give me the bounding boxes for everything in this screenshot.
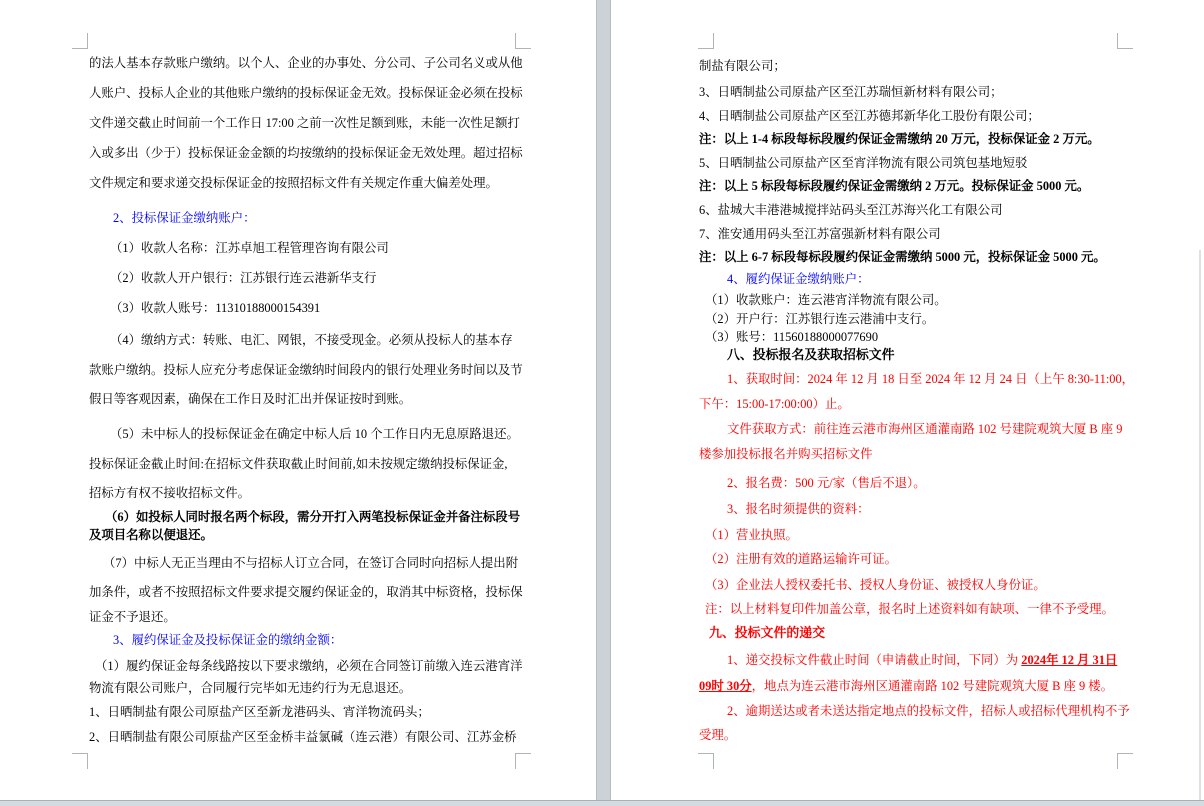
text-line: （3）账号：11560188000077690 bbox=[705, 330, 879, 344]
text-line: （7）中标人无正当理由不与招标人订立合同，在签订合同时向招标人提出附 bbox=[103, 556, 519, 570]
text-run: 2024年 12 月 31日 bbox=[1021, 653, 1118, 667]
text-line: 文件获取方式：前往连云港市海州区通灌南路 102 号建院观筑大厦 B 座 9 bbox=[727, 422, 1123, 436]
text-line: （2）收款人开户银行：江苏银行连云港新华支行 bbox=[110, 271, 377, 285]
text-run: 09时 30分 bbox=[699, 679, 752, 693]
right-page-edge bbox=[1199, 250, 1201, 800]
text-line: 款账户缴纳。投标人应充分考虑保证金缴纳时间段内的银行处理业务时间以及节 bbox=[89, 363, 523, 377]
text-line: （3）企业法人授权委托书、授权人身份证、被授权人身份证。 bbox=[705, 578, 1046, 592]
text-run: 1、递交投标文件截止时间（申请截止时间，下同）为 bbox=[727, 653, 1022, 667]
text-line: 下午：15:00-17:00:00）止。 bbox=[699, 397, 850, 411]
text-line: 6、盐城大丰港港城搅拌站码头至江苏海兴化工有限公司 bbox=[699, 203, 1003, 217]
text-line: 受理。 bbox=[699, 728, 737, 742]
text-line: 2、日晒制盐有限公司原盐产区至金桥丰益氯碱（连云港）有限公司、江苏金桥 bbox=[89, 730, 517, 744]
text-line: 文件递交截止时间前一个工作日 17:00 之前一次性足额到账，未能一次性足额打 bbox=[89, 116, 520, 130]
text-line: 物流有限公司账户，合同履行完毕如无违约行为无息退还。 bbox=[89, 681, 412, 695]
text-line: （5）未中标人的投标保证金在确定中标人后 10 个工作日内无息原路退还。 bbox=[110, 427, 519, 441]
text-line: 入或多出（少于）投标保证金金额的均按缴纳的投标保证金无效处理。超过招标 bbox=[89, 146, 523, 160]
text-line: 八、投标报名及获取招标文件 bbox=[727, 348, 895, 362]
text-line bbox=[727, 652, 1117, 668]
text-line: 注：以上材料复印件加盖公章，报名时上述资料如有缺项、一律不予受理。 bbox=[705, 602, 1114, 616]
text-line: （1）营业执照。 bbox=[705, 528, 798, 542]
text-line: 的法人基本存款账户缴纳。以个人、企业的办事处、分公司、子公司名义或从他 bbox=[89, 56, 523, 70]
text-line: 招标方有权不接收招标文件。 bbox=[89, 486, 251, 500]
text-line: 九、投标文件的递交 bbox=[709, 626, 826, 640]
text-line: 注：以上 5 标段每标段履约保证金需缴纳 2 万元。投标保证金 5000 元。 bbox=[699, 179, 1090, 193]
text-line: 3、履约保证金及投标保证金的缴纳金额： bbox=[113, 633, 343, 647]
page-bottom-gutter bbox=[0, 800, 1204, 806]
text-line: 2、逾期送达或者未送达指定地点的投标文件，招标人或招标代理机构不予 bbox=[727, 704, 1130, 718]
page-left[interactable] bbox=[0, 0, 597, 800]
text-line: （2）注册有效的道路运输许可证。 bbox=[705, 552, 898, 566]
text-line: （2）开户行：江苏银行连云港浦中支行。 bbox=[705, 312, 935, 326]
text-line: （1）收款人名称：江苏卓旭工程管理咨询有限公司 bbox=[110, 241, 389, 255]
page-right[interactable] bbox=[610, 0, 1204, 800]
crop-mark-bottom-left bbox=[72, 753, 88, 769]
text-line: 证金不予退还。 bbox=[89, 610, 176, 624]
text-line: 1、获取时间：2024 年 12 月 18 日至 2024 年 12 月 24 日（上午 8:30-11:00， bbox=[727, 372, 1135, 386]
text-line: 4、日晒制盐公司原盐产区至江苏德邦新华化工股份有限公司； bbox=[699, 109, 1040, 123]
text-line: 文件规定和要求递交投标保证金的按照招标文件有关规定作重大偏差处理。 bbox=[89, 176, 498, 190]
text-line: 楼参加投标报名并购买招标文件 bbox=[699, 447, 873, 461]
text-line: 及项目名称以便退还。 bbox=[89, 528, 213, 542]
text-line: 7、淮安通用码头至江苏富强新材料有限公司 bbox=[699, 227, 941, 241]
text-line: 5、日晒制盐公司原盐产区至宵洋物流有限公司筑包基地短驳 bbox=[699, 156, 1028, 170]
text-line: 4、履约保证金缴纳账户： bbox=[727, 272, 870, 286]
text-line: （6）如投标人同时报名两个标段，需分开打入两笔投标保证金并备注标段号 bbox=[105, 510, 521, 524]
text-run: ，地点为连云港市海州区通灌南路 102 号建院观筑大厦 B 座 9 楼。 bbox=[751, 679, 1114, 693]
text-line: 1、日晒制盐有限公司原盐产区至新龙港码头、宵洋物流码头； bbox=[89, 705, 430, 719]
crop-mark-top-left bbox=[72, 33, 88, 49]
text-line bbox=[699, 678, 1113, 694]
text-line: （4）缴纳方式：转账、电汇、网银，不接受现金。必须从投标人的基本存 bbox=[110, 333, 513, 347]
text-line: 假日等客观因素，确保在工作日及时汇出并保证按时到账。 bbox=[89, 392, 412, 406]
text-layer-left bbox=[89, 0, 529, 800]
text-layer-right bbox=[699, 0, 1135, 800]
text-line: 3、报名时须提供的资料： bbox=[727, 502, 870, 516]
text-line: 2、报名费：500 元/家（售后不退）。 bbox=[727, 476, 926, 490]
text-line: 制盐有限公司； bbox=[699, 59, 786, 73]
text-line: 注：以上 6-7 标段每标段履约保证金需缴纳 5000 元，投标保证金 5000 元。 bbox=[699, 250, 1106, 264]
text-line: 注：以上 1-4 标段每标段履约保证金需缴纳 20 万元，投标保证金 2 万元。 bbox=[699, 132, 1100, 146]
text-line: 投标保证金截止时间:在招标文件获取截止时间前,如未按规定缴纳投标保证金, bbox=[89, 457, 508, 471]
text-line: 3、日晒制盐公司原盐产区至江苏瑞恒新材料有限公司； bbox=[699, 85, 1003, 99]
page-gap bbox=[597, 0, 610, 800]
text-line: 加条件，或者不按照招标文件要求提交履约保证金的，取消其中标资格，投标保 bbox=[89, 585, 523, 599]
text-line: （1）收款账户：连云港宵洋物流有限公司。 bbox=[705, 293, 947, 307]
text-line: （1）履约保证金每条线路按以下要求缴纳，必须在合同签订前缴入连云港宵洋 bbox=[95, 659, 523, 673]
text-line: 2、投标保证金缴纳账户： bbox=[113, 211, 256, 225]
text-line: （3）收款人账号：11310188000154391 bbox=[110, 301, 321, 315]
text-line: 人账户、投标人企业的其他账户缴纳的投标保证金无效。投标保证金必须在投标 bbox=[89, 86, 523, 100]
